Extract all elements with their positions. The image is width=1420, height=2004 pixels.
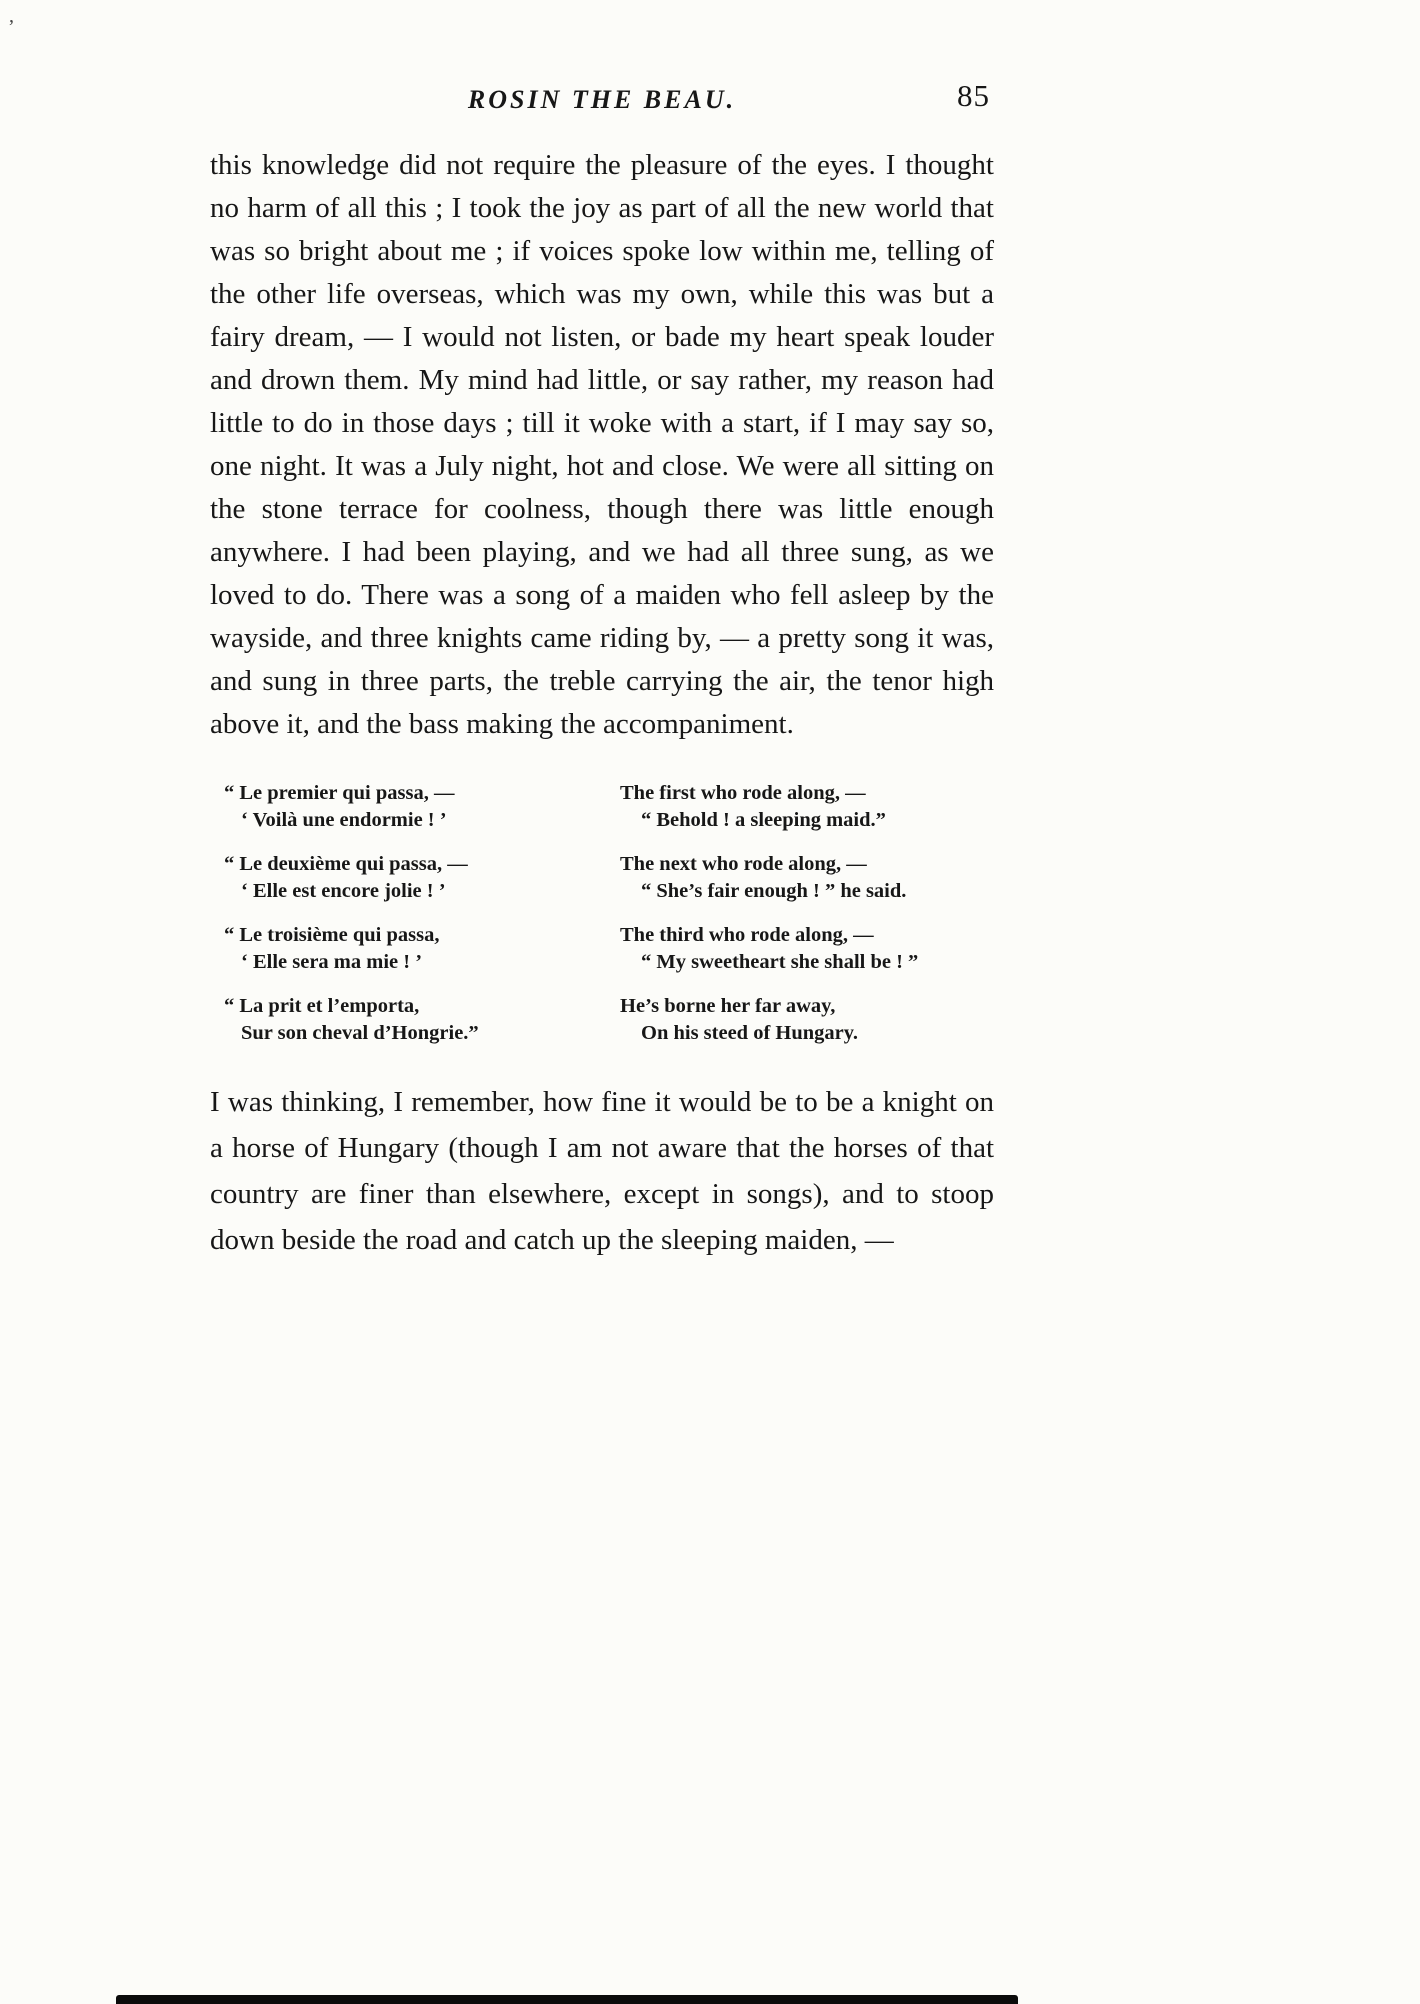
poem-line-english: On his steed of Hungary. (641, 1022, 858, 1044)
poem-line-english: The next who rode along, — (620, 853, 867, 875)
poem-line-french: “ Le premier qui passa, — (224, 782, 455, 804)
poem-line-english: The first who rode along, — (620, 782, 866, 804)
poem-line-french: Sur son cheval d’Hongrie.” (241, 1022, 479, 1044)
running-title: ROSIN THE BEAU. (467, 85, 737, 114)
poem-line-french: ‘ Voilà une endormie ! ’ (241, 809, 447, 831)
page-header (210, 78, 994, 120)
poem-column-french (224, 780, 620, 834)
poem-line-french: “ Le troisième qui passa, (224, 924, 440, 946)
poem-stanza-3 (224, 922, 994, 976)
poem-column-english (620, 922, 994, 976)
poem-line-french: “ La prit et l’emporta, (224, 995, 420, 1017)
poem-column-french (224, 993, 620, 1047)
poem-stanza-4 (224, 993, 994, 1047)
scan-artifact-mark: ’ (8, 16, 15, 38)
poem-line-french: ‘ Elle sera ma mie ! ’ (241, 951, 423, 973)
poem-stanza-2 (224, 851, 994, 905)
poem-line-english: The third who rode along, — (620, 924, 874, 946)
paragraph-2: I was thinking, I remember, how fine it would be to be a knight on a horse of Hungary (though I am not aware that the horses of that country are finer than elsewhere, except in songs), and to stoop down beside the road and catch up the sleeping maiden, — (210, 1086, 994, 1256)
poem-line-french: ‘ Elle est encore jolie ! ’ (241, 880, 446, 902)
page-content (210, 78, 994, 1263)
poem-line-english: “ My sweetheart she shall be ! ” (641, 951, 919, 973)
page-number: 85 (957, 78, 990, 113)
poem-line-english: He’s borne her far away, (620, 995, 836, 1017)
poem-column-english (620, 780, 994, 834)
poem-line-french: “ Le deuxième qui passa, — (224, 853, 468, 875)
poem-column-french (224, 922, 620, 976)
poem-line-english: “ Behold ! a sleeping maid.” (641, 809, 886, 831)
poem-line-english: “ She’s fair enough ! ” he said. (641, 880, 907, 902)
poem-column-french (224, 851, 620, 905)
paragraph-1: this knowledge did not require the pleasure of the eyes. I thought no harm of all this ; I took the joy as part of all the new world that was so bright about me ; if voices spoke low within me, telling of the other life overseas, which was my own, while this was but a fairy dream, — I would not listen, or bade my heart speak louder and drown them. My mind had little, or say rather, my reason had little to do in those days ; till it woke with a start, if I may say so, one night. It was a July night, hot and close. We were all sitting on the stone terrace for coolness, though there was little enough anywhere. I had been playing, and we had all three sung, as we loved to do. There was a song of a maiden who fell asleep by the wayside, and three knights came riding by, — a pretty song it was, and sung in three parts, the treble carrying the air, the tenor high above it, and the bass making the accompaniment. (210, 149, 994, 740)
scan-edge-artifact (116, 1995, 1018, 2004)
poem-stanza-1 (224, 780, 994, 834)
poem-column-english (620, 993, 994, 1047)
poem-column-english (620, 851, 994, 905)
poem-block (224, 780, 994, 1047)
